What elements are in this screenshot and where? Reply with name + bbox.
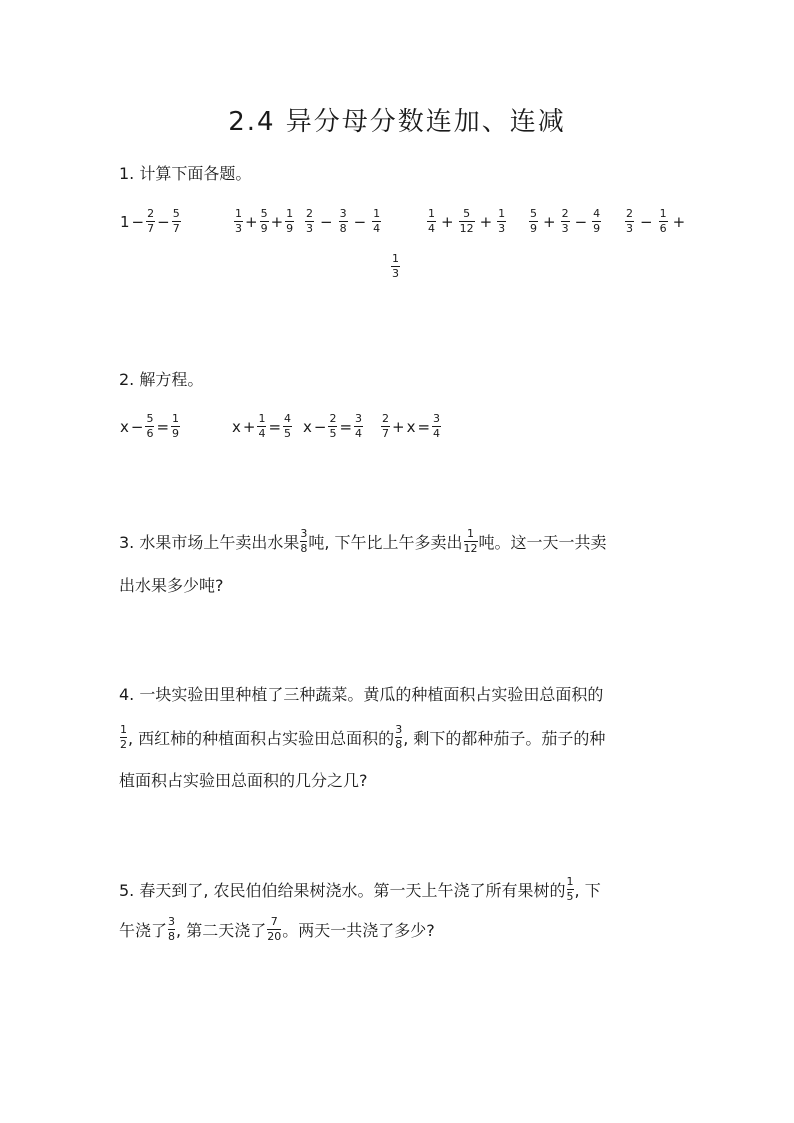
numerator: 1 <box>392 252 399 265</box>
numerator: 2 <box>561 207 569 220</box>
fraction <box>172 208 181 235</box>
equals-sign: = <box>417 417 431 436</box>
numerator: 2 <box>382 412 389 425</box>
q3-text: 吨。这一天一共卖 <box>478 533 607 552</box>
fraction <box>354 413 363 440</box>
denominator: 3 <box>561 222 569 235</box>
numerator: 2 <box>306 207 313 220</box>
denominator: 3 <box>306 222 313 235</box>
operator: + <box>270 212 284 231</box>
numerator: 2 <box>626 207 633 220</box>
fraction <box>432 413 441 440</box>
fraction <box>529 208 538 235</box>
variable: x <box>406 417 416 436</box>
operator: + <box>242 417 256 436</box>
numerator: 5 <box>463 207 471 220</box>
denominator: 20 <box>267 930 282 943</box>
denominator: 12 <box>463 542 478 555</box>
q2-eq-1 <box>119 413 181 440</box>
fraction <box>567 876 574 903</box>
numerator: 4 <box>284 412 292 425</box>
q1-expr-4 <box>426 208 507 235</box>
denominator: 9 <box>172 427 180 440</box>
operator: − <box>353 212 367 231</box>
denominator: 9 <box>593 222 601 235</box>
denominator: 12 <box>459 222 474 235</box>
numerator: 1 <box>373 207 381 220</box>
denominator: 4 <box>433 427 441 440</box>
operator: − <box>574 212 588 231</box>
operator: − <box>130 417 144 436</box>
q2-eq-3 <box>302 413 364 440</box>
denominator: 8 <box>300 542 308 555</box>
denominator: 2 <box>120 738 127 751</box>
numerator: 1 <box>467 527 475 540</box>
numerator: 5 <box>260 207 268 220</box>
numerator: 3 <box>355 412 363 425</box>
fraction <box>659 208 668 235</box>
fraction <box>168 916 175 943</box>
numerator: 1 <box>120 723 127 736</box>
operator: + <box>441 212 454 231</box>
denominator: 7 <box>382 427 389 440</box>
variable: x <box>303 417 312 436</box>
fraction <box>464 528 478 555</box>
operator: + <box>543 212 556 231</box>
numerator: 1 <box>172 412 180 425</box>
numerator: 3 <box>339 207 347 220</box>
fraction <box>120 724 127 751</box>
numerator: 1 <box>566 875 574 888</box>
whole-number: 1 <box>120 212 130 231</box>
q3-line-1 <box>119 527 607 557</box>
q1-heading: 1. 计算下面各题。 <box>119 164 252 183</box>
operator: − <box>640 212 653 231</box>
numerator: 5 <box>146 412 154 425</box>
equals-sign: = <box>339 417 353 436</box>
denominator: 5 <box>566 890 574 903</box>
operator: − <box>313 417 327 436</box>
fraction <box>561 208 570 235</box>
fraction <box>267 916 281 943</box>
numerator: 4 <box>593 207 601 220</box>
fraction <box>260 208 269 235</box>
denominator: 6 <box>146 427 154 440</box>
numerator: 1 <box>428 207 435 220</box>
numerator: 2 <box>329 412 337 425</box>
q4-line-1: 4. 一块实验田里种植了三种蔬菜。黄瓜的种植面积占实验田总面积的 <box>119 685 604 704</box>
denominator: 4 <box>355 427 363 440</box>
q4-line-2 <box>119 723 606 753</box>
numerator: 3 <box>395 723 403 736</box>
q5-text: 午浇了 <box>119 921 168 940</box>
q1-expr-3 <box>304 208 382 235</box>
q5-text: , 下 <box>574 881 601 900</box>
denominator: 3 <box>392 267 399 280</box>
denominator: 7 <box>172 222 180 235</box>
fraction <box>497 208 506 235</box>
operator: − <box>131 212 145 231</box>
numerator: 3 <box>168 915 176 928</box>
denominator: 8 <box>168 930 176 943</box>
denominator: 4 <box>373 222 381 235</box>
q4-text: , 剩下的都种茄子。茄子的种 <box>403 729 606 748</box>
fraction <box>234 208 243 235</box>
denominator: 3 <box>498 222 506 235</box>
q5-text: , 第二天浇了 <box>176 921 267 940</box>
operator: − <box>157 212 170 231</box>
q2-eq-2 <box>231 413 293 440</box>
numerator: 1 <box>659 207 667 220</box>
fraction <box>146 208 155 235</box>
fraction <box>381 413 390 440</box>
numerator: 3 <box>300 527 308 540</box>
q1-expr-1 <box>119 208 182 235</box>
q1-expr-6 <box>624 208 689 235</box>
fraction <box>305 208 314 235</box>
numerator: 1 <box>498 207 506 220</box>
denominator: 7 <box>147 222 155 235</box>
q5-line-2 <box>119 915 435 945</box>
denominator: 5 <box>284 427 292 440</box>
denominator: 9 <box>260 222 268 235</box>
q5-text: 5. 春天到了, 农民伯伯给果树浇水。第一天上午浇了所有果树的 <box>119 881 566 900</box>
fraction <box>300 528 307 555</box>
fraction <box>391 253 400 280</box>
fraction <box>395 724 402 751</box>
fraction <box>285 208 294 235</box>
numerator: 1 <box>286 207 294 220</box>
numerator: 5 <box>172 207 180 220</box>
denominator: 3 <box>235 222 242 235</box>
equals-sign: = <box>156 417 170 436</box>
numerator: 1 <box>235 207 242 220</box>
q3-text: 吨, 下午比上午多卖出 <box>308 533 463 552</box>
variable: x <box>232 417 241 436</box>
denominator: 9 <box>530 222 537 235</box>
fraction <box>339 208 348 235</box>
denominator: 8 <box>395 738 403 751</box>
fraction <box>328 413 337 440</box>
denominator: 9 <box>286 222 294 235</box>
operator: + <box>479 212 493 231</box>
fraction <box>592 208 601 235</box>
denominator: 5 <box>329 427 337 440</box>
fraction <box>625 208 634 235</box>
fraction <box>427 208 436 235</box>
q5-text: 。两天一共浇了多少? <box>282 921 435 940</box>
q1-expr-5 <box>528 208 602 235</box>
numerator: 1 <box>258 412 266 425</box>
numerator: 7 <box>270 915 278 928</box>
fraction <box>372 208 381 235</box>
operator: + <box>392 417 405 436</box>
operator: + <box>672 212 686 231</box>
denominator: 4 <box>258 427 266 440</box>
denominator: 8 <box>339 222 347 235</box>
q4-line-3: 植面积占实验田总面积的几分之几? <box>119 771 368 790</box>
denominator: 6 <box>659 222 667 235</box>
operator: − <box>320 212 333 231</box>
q1-expr-6-wrap <box>390 253 401 280</box>
numerator: 5 <box>530 207 537 220</box>
denominator: 4 <box>428 222 435 235</box>
numerator: 3 <box>433 412 441 425</box>
q1-expr-2 <box>233 208 295 235</box>
operator: + <box>245 212 258 231</box>
q2-eq-4 <box>380 413 442 440</box>
q3-text: 3. 水果市场上午卖出水果 <box>119 533 300 552</box>
page-title: 2.4 异分母分数连加、连减 <box>228 107 566 137</box>
fraction <box>145 413 154 440</box>
fraction <box>171 413 180 440</box>
numerator: 2 <box>147 207 155 220</box>
variable: x <box>120 417 129 436</box>
q5-line-1 <box>119 875 601 905</box>
fraction <box>257 413 266 440</box>
equals-sign: = <box>268 417 282 436</box>
denominator: 3 <box>626 222 633 235</box>
fraction <box>283 413 292 440</box>
q3-line-2: 出水果多少吨? <box>119 576 224 595</box>
q4-text: , 西红柿的种植面积占实验田总面积的 <box>128 729 395 748</box>
fraction <box>459 208 475 235</box>
q2-heading: 2. 解方程。 <box>119 370 204 389</box>
